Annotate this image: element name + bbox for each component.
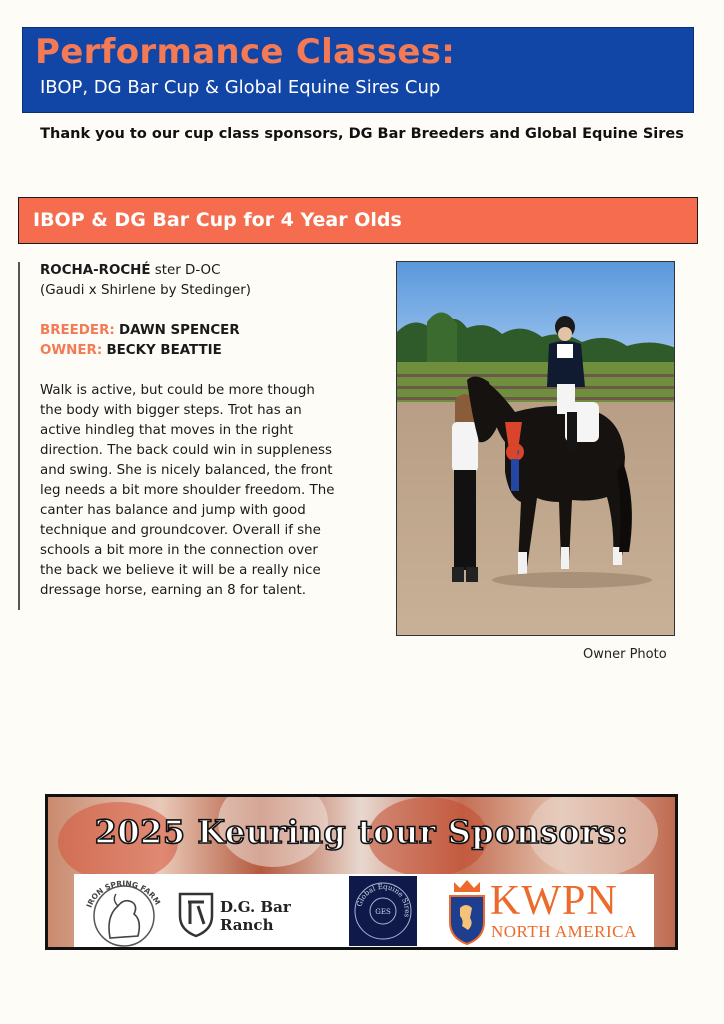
kwpn-logo [446, 878, 656, 948]
sponsors-title: 2025 Keuring tour Sponsors: [94, 813, 629, 851]
kwpn-text: KWPN [490, 878, 618, 924]
iron-spring-farm-text: IRON SPRING FARM [84, 878, 163, 909]
entry-description: Walk is active, but could be more though the body with bigger steps. Trot has an active hindleg that moves in the right direction. The back could win in suppleness and swing. She is nicely balanced, the front leg needs a bit more shoulder freedom. The canter has balance and jump with good technique and groundcover. Overall if she schools a bit more in the connection over the back we believe it will be a really nice dressage horse, earning an 8 for talent. [40, 383, 335, 598]
horse-photo-illustration [397, 262, 675, 636]
sponsors-banner [45, 794, 678, 950]
dg-bar-ranch-text: D.G. Bar Ranch [220, 898, 291, 934]
entry-text [40, 261, 340, 601]
dg-shield-icon [176, 886, 216, 938]
owner-label: OWNER: [40, 343, 103, 358]
ges-center-text: GES [375, 908, 391, 916]
horse-pedigree: (Gaudi x Shirlene by Stedinger) [40, 283, 251, 298]
kwpn-crest-icon [446, 878, 488, 948]
photo-caption: Owner Photo [583, 647, 667, 662]
page-title: Performance Classes: [35, 32, 456, 72]
page-subtitle: IBOP, DG Bar Cup & Global Equine Sires Cup [40, 77, 441, 98]
horse-name: ROCHA-ROCHÉ [40, 263, 151, 278]
breeder-value: DAWN SPENCER [119, 323, 240, 338]
owner-value: BECKY BEATTIE [106, 343, 222, 358]
global-equine-sires-logo [349, 876, 417, 946]
iron-spring-farm-logo [80, 876, 168, 948]
text-divider [18, 262, 20, 610]
ges-ring-text: Global Equine Sires [355, 882, 412, 918]
horse-photo [396, 261, 675, 636]
section-header [18, 197, 698, 244]
breeder-label: BREEDER: [40, 323, 115, 338]
header-banner [22, 27, 694, 113]
sponsor-thanks: Thank you to our cup class sponsors, DG Bar Breeders and Global Equine Sires [40, 126, 684, 142]
kwpn-subtext: NORTH AMERICA [491, 922, 637, 941]
horse-designation: ster D-OC [150, 263, 221, 278]
section-title: IBOP & DG Bar Cup for 4 Year Olds [33, 209, 402, 231]
dg-bar-ranch-logo [176, 886, 344, 938]
sponsor-logos [74, 874, 654, 950]
